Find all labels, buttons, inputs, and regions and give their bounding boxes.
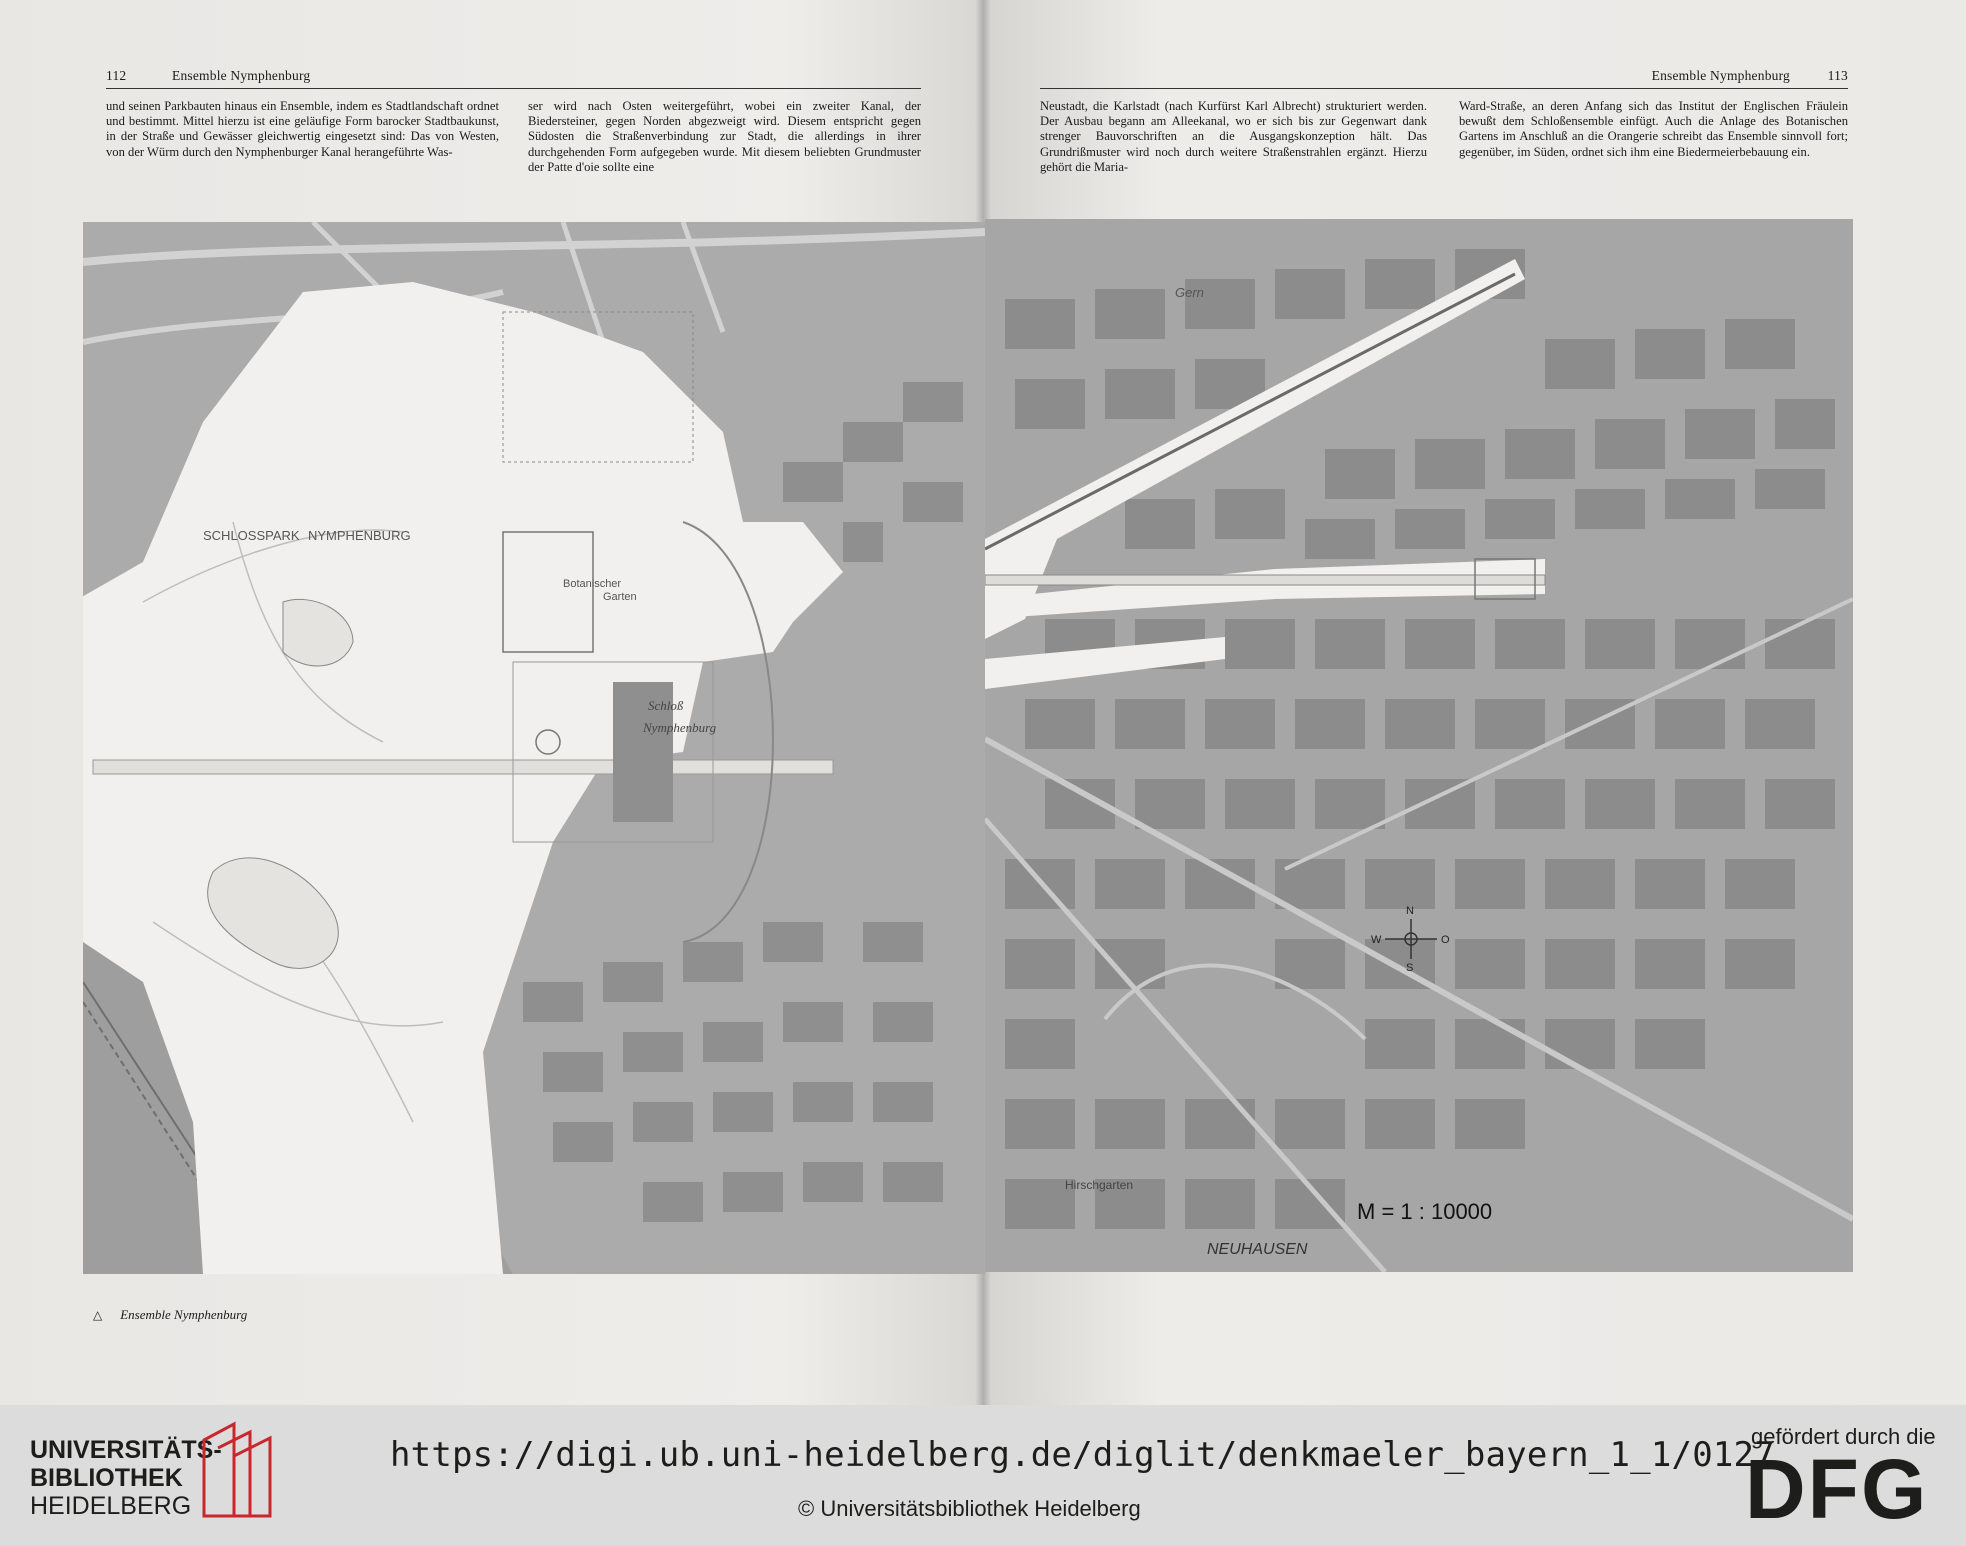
library-logo-icon xyxy=(200,1420,276,1525)
left-running-title: Ensemble Nymphenburg xyxy=(172,68,311,83)
text-column-4: Ward-Straße, an deren Anfang sich das Institut der Englischen Fräulein bewußt dem Schloßensemble einfügt. Auch die Anlage des Botanischen Gartens im Anschluß an die Orangerie schreibt das Ensemble sinnvoll fort; gegenüber, im Süden, ordnet sich ihm eine Biedermeierbebauung ein. xyxy=(1459,99,1848,159)
district-hirschgarten: Hirschgarten xyxy=(1065,1178,1134,1192)
compass-o: O xyxy=(1441,934,1450,946)
right-page-number: 113 xyxy=(1827,68,1848,83)
dfg-logo: DFG xyxy=(1745,1442,1929,1536)
garden-label-2: Garten xyxy=(603,591,637,603)
funding-note: gefördert durch die xyxy=(1751,1424,1936,1449)
palace-label-2: Nymphenburg xyxy=(643,720,717,735)
district-neuhausen: NEUHAUSEN xyxy=(1207,1241,1308,1258)
park-label-2: NYMPHENBURG xyxy=(308,528,411,543)
palace-label-1: Schloß xyxy=(648,698,684,713)
figure-caption xyxy=(93,1307,247,1323)
right-running-title: Ensemble Nymphenburg xyxy=(1651,68,1790,83)
text-column-2: ser wird nach Osten weitergeführt, wobei ein zweiter Kanal, der Biedersteiner, gegen Norden abgezweigt wird. Diesem entspricht gegen Südosten die Straßenverbindung zur Stadt, die allerdings in ihrer durchgehenden Form aufgegeben wurde. Mit diesem beliebten Grundmuster der Patte d'oie sollte eine xyxy=(528,99,921,174)
compass-n: N xyxy=(1406,905,1414,917)
footer-bar xyxy=(0,1405,1966,1546)
district-gern: Gern xyxy=(1175,285,1204,300)
map-right-half xyxy=(985,219,1853,1272)
canal xyxy=(93,760,833,774)
avenue-canal xyxy=(985,575,1545,585)
left-running-head xyxy=(106,68,921,89)
library-line-2: BIBLIOTHEK xyxy=(30,1464,183,1492)
map-left-half xyxy=(83,222,985,1274)
left-page-number: 112 xyxy=(106,68,127,83)
compass-s: S xyxy=(1406,962,1414,974)
map-left-svg xyxy=(83,222,985,1274)
library-line-1: UNIVERSITÄTS- xyxy=(30,1436,222,1464)
library-line-3: HEIDELBERG xyxy=(30,1492,192,1520)
caption-marker: △ xyxy=(93,1308,103,1322)
right-running-head xyxy=(1040,68,1848,89)
caption-text: Ensemble Nymphenburg xyxy=(120,1307,248,1322)
map-right-svg xyxy=(985,219,1853,1272)
compass-w: W xyxy=(1371,934,1382,946)
map-scale: M = 1 : 10000 xyxy=(1357,1199,1493,1224)
garden-label-1: Botanischer xyxy=(563,578,622,590)
park-label-1: SCHLOSSPARK xyxy=(203,528,300,543)
copyright-notice: © Universitätsbibliothek Heidelberg xyxy=(798,1496,1141,1521)
document-url[interactable]: https://digi.ub.uni-heidelberg.de/diglit/denkmaeler_bayern_1_1/0127 xyxy=(390,1435,1775,1475)
library-logo-text xyxy=(30,1436,222,1520)
text-column-1: und seinen Parkbauten hinaus ein Ensemble, indem es Stadtlandschaft ordnet und bestimmt. Mittel hierzu ist eine geläufige Form barocker Stadtbaukunst, in der Straße und Gewässer gleichwertig eingesetzt sind: Das von Westen, von der Würm durch den Nymphenburger Kanal herangeführte Was- xyxy=(106,99,499,159)
text-column-3: Neustadt, die Karlstadt (nach Kurfürst Karl Albrecht) strukturiert werden. Der Ausbau begann am Alleekanal, wo er sich bis zur Gegenwart dank strenger Bauvorschriften an die Ausgangskonzeption hält. Das Grundrißmuster wird noch durch weitere Straßenstrahlen ergänzt. Hierzu gehört die Maria- xyxy=(1040,99,1427,174)
